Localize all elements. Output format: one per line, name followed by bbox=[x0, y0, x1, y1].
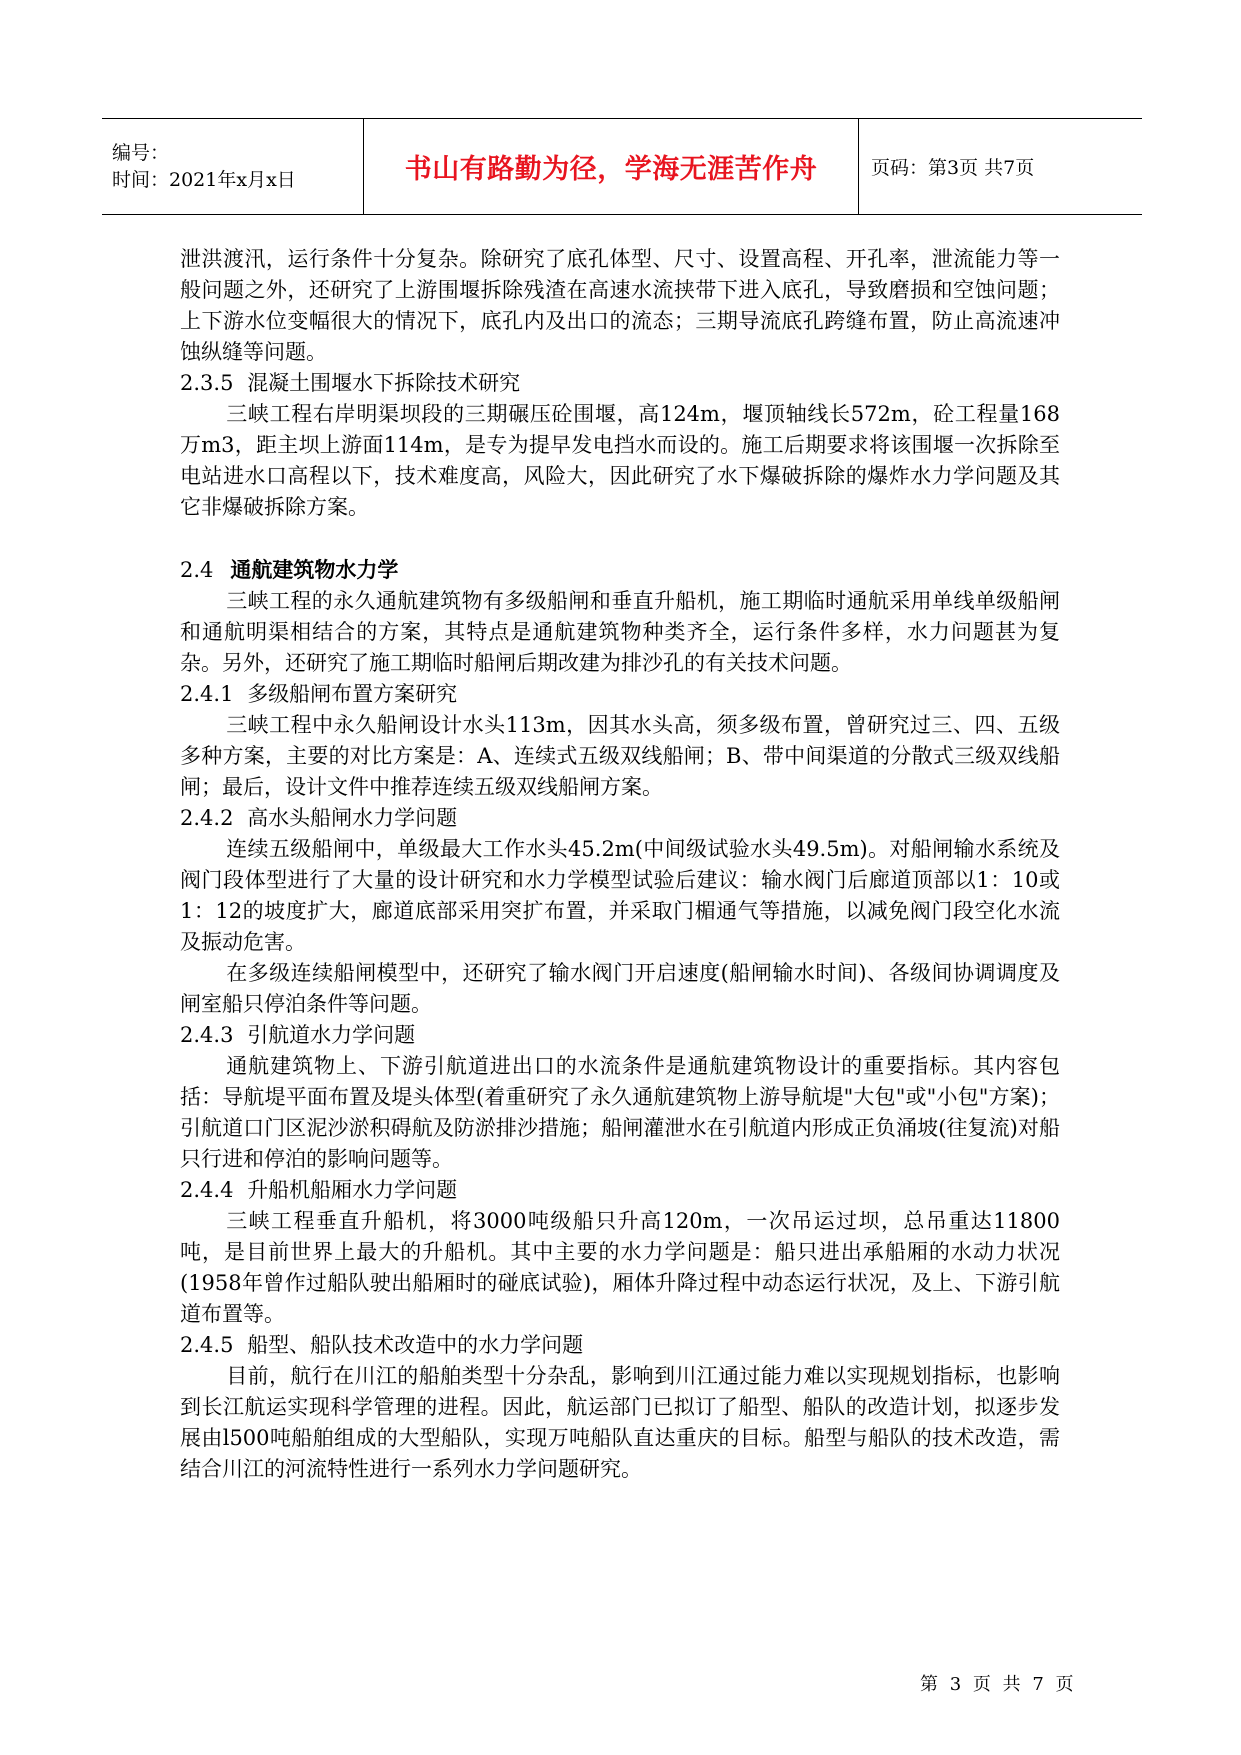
paragraph: 连续五级船闸中，单级最大工作水头45.2m(中间级试验水头49.5m)。对船闸输水系统及阀门段体型进行了大量的设计研究和水力学模型试验后建议：输水阀门后廊道顶部以1：10或1：12的坡度扩大，廊道底部采用突扩布置，并采取门楣通气等措施，以减免阀门段空化水流及振动危害。 bbox=[180, 837, 1060, 954]
date-label: 时间：2021年x月x日 bbox=[112, 168, 296, 191]
section-title: 升船机船厢水力学问题 bbox=[247, 1178, 458, 1202]
section-heading-2-4-2 bbox=[180, 803, 1060, 834]
page-header bbox=[102, 118, 1142, 215]
section-title: 混凝土围堰水下拆除技术研究 bbox=[247, 371, 521, 395]
section-number: 2.4.1 bbox=[180, 682, 234, 706]
section-heading-2-4-3 bbox=[180, 1020, 1060, 1051]
section-heading-2-4-1 bbox=[180, 679, 1060, 710]
section-number: 2.3.5 bbox=[180, 371, 234, 395]
section-number: 2.4.4 bbox=[180, 1178, 234, 1202]
section-heading-2-4-4 bbox=[180, 1175, 1060, 1206]
paragraph: 在多级连续船闸模型中，还研究了输水阀门开启速度(船闸输水时间)、各级间协调调度及闸室船只停泊条件等问题。 bbox=[180, 961, 1060, 1016]
paragraph: 三峡工程中永久船闸设计水头113m，因其水头高，须多级布置，曾研究过三、四、五级多种方案，主要的对比方案是：A、连续式五级双线船闸；B、带中间渠道的分散式三级双线船闸；最后，设计文件中推荐连续五级双线船闸方案。 bbox=[180, 713, 1060, 799]
paragraph: 三峡工程垂直升船机，将3000吨级船只升高120m，一次吊运过坝，总吊重达11800 吨，是目前世界上最大的升船机。其中主要的水力学问题是：船只进出承船厢的水动力状况(1958年曾作过船队驶出船厢时的碰底试验)，厢体升降过程中动态运行状况，及上、下游引航道布置等。 bbox=[180, 1209, 1060, 1326]
document-body bbox=[180, 244, 1060, 1485]
section-number: 2.4.3 bbox=[180, 1023, 234, 1047]
paragraph: 三峡工程的永久通航建筑物有多级船闸和垂直升船机，施工期临时通航采用单线单级船闸和通航明渠相结合的方案，其特点是通航建筑物种类齐全，运行条件多样，水力问题甚为复杂。另外，还研究了施工期临时船闸后期改建为排沙孔的有关技术问题。 bbox=[180, 589, 1060, 675]
header-motto: 书山有路勤为径，学海无涯苦作舟 bbox=[364, 119, 859, 214]
header-meta bbox=[102, 119, 364, 214]
section-title: 多级船闸布置方案研究 bbox=[247, 682, 458, 706]
page-footer: 第 3 页 共 7 页 bbox=[920, 1674, 1074, 1695]
section-heading-2-4-5 bbox=[180, 1330, 1060, 1361]
paragraph: 三峡工程右岸明渠坝段的三期碾压砼围堰，高124m，堰顶轴线长572m，砼工程量168 万m3，距主坝上游面114m，是专为提早发电挡水而设的。施工后期要求将该围堰一次拆除至电站进水口高程以下，技术难度高，风险大，因此研究了水下爆破拆除的爆炸水力学问题及其它非爆破拆除方案。 bbox=[180, 402, 1060, 519]
paragraph: 目前，航行在川江的船舶类型十分杂乱，影响到川江通过能力难以实现规划指标，也影响到长江航运实现科学管理的进程。因此，航运部门已拟订了船型、船队的改造计划，拟逐步发展由l500吨船舶组成的大型船队，实现万吨船队直达重庆的目标。船型与船队的技术改造，需结合川江的河流特性进行一系列水力学问题研究。 bbox=[180, 1364, 1060, 1481]
section-heading-2-3-5 bbox=[180, 368, 1060, 399]
spacer bbox=[180, 523, 1060, 554]
paragraph: 泄洪渡汛，运行条件十分复杂。除研究了底孔体型、尺寸、设置高程、开孔率，泄流能力等一般问题之外，还研究了上游围堰拆除残渣在高速水流挟带下进入底孔，导致磨损和空蚀问题；上下游水位变幅很大的情况下，底孔内及出口的流态；三期导流底孔跨缝布置，防止高流速冲蚀纵缝等问题。 bbox=[180, 247, 1060, 364]
section-title: 船型、船队技术改造中的水力学问题 bbox=[247, 1333, 584, 1357]
section-title: 高水头船闸水力学问题 bbox=[247, 806, 458, 830]
section-number: 2.4.5 bbox=[180, 1333, 234, 1357]
section-title: 引航道水力学问题 bbox=[247, 1023, 416, 1047]
header-page-info: 页码：第3页 共7页 bbox=[871, 157, 1035, 179]
section-heading-2-4 bbox=[180, 554, 1060, 586]
serial-number-label: 编号： bbox=[112, 141, 170, 164]
section-title: 通航建筑物水力学 bbox=[230, 557, 399, 582]
paragraph: 通航建筑物上、下游引航道进出口的水流条件是通航建筑物设计的重要指标。其内容包括：导航堤平面布置及堤头体型(着重研究了永久通航建筑物上游导航堤"大包"或"小包"方案)；引航道口门区泥沙淤积碍航及防淤排沙措施；船闸灌泄水在引航道内形成正负涌坡(往复流)对船只行进和停泊的影响问题等。 bbox=[180, 1054, 1060, 1171]
section-number: 2.4 bbox=[180, 558, 214, 582]
section-number: 2.4.2 bbox=[180, 806, 234, 830]
